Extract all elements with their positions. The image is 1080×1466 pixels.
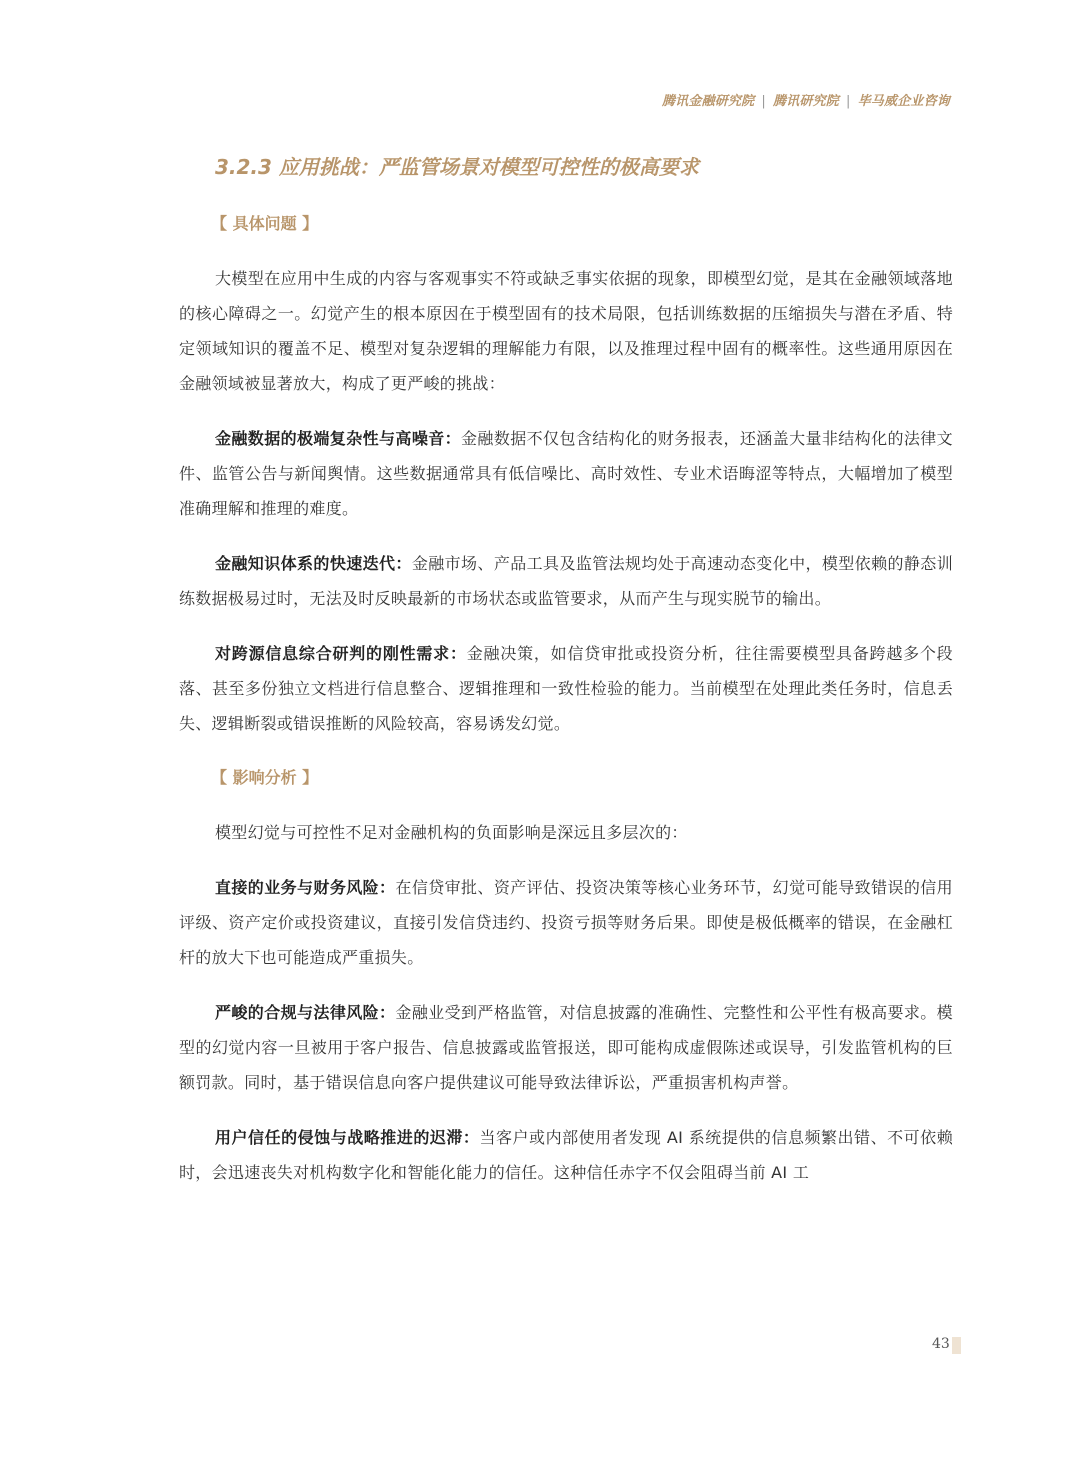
impact-item-text: 在信贷审批、资产评估、投资决策等核心业务环节，幻觉可能导致错误的信用评级、资产定价或投资建议，直接引发信贷违约、投资亏损等财务后果。即使是极低概率的错误，在金融杠杆的放大下也可能造成严重损失。 <box>179 878 953 967</box>
impact-item-title: 直接的业务与财务风险： <box>215 878 396 897</box>
header-separator: | <box>846 94 851 109</box>
header-separator: | <box>761 94 766 109</box>
impact-item-title: 严峻的合规与法律风险： <box>215 1003 396 1022</box>
impact-item-business-risk <box>179 870 953 975</box>
header-org-tencent-research: 腾讯研究院 <box>772 94 839 109</box>
page-body <box>179 208 953 1190</box>
impact-item-trust-erosion <box>179 1120 953 1190</box>
section-title: 3.2.3 应用挑战：严监管场景对模型可控性的极高要求 <box>215 155 699 179</box>
problem-item-cross-source <box>179 636 953 741</box>
impact-item-compliance-risk <box>179 995 953 1100</box>
problem-item-text: 金融市场、产品工具及监管法规均处于高速动态变化中，模型依赖的静态训练数据极易过时，无法及时反映最新的市场状态或监管要求，从而产生与现实脱节的输出。 <box>179 554 953 608</box>
header-org-tencent-finance: 腾讯金融研究院 <box>661 94 755 109</box>
subheading-problems: 【 具体问题 】 <box>211 214 319 233</box>
problem-item-text: 金融决策，如信贷审批或投资分析，往往需要模型具备跨越多个段落、甚至多份独立文档进行信息整合、逻辑推理和一致性检验的能力。当前模型在处理此类任务时，信息丢失、逻辑断裂或错误推断的风险较高，容易诱发幻觉。 <box>179 644 953 733</box>
subheading-impact: 【 影响分析 】 <box>211 768 319 787</box>
header-org-kpmg: 毕马威企业咨询 <box>857 94 950 109</box>
impact-intro-paragraph: 模型幻觉与可控性不足对金融机构的负面影响是深远且多层次的： <box>215 823 688 842</box>
impact-item-title: 用户信任的侵蚀与战略推进的迟滞： <box>215 1128 480 1147</box>
page-number-tab <box>952 1337 961 1354</box>
problem-item-title: 金融数据的极端复杂性与高噪音： <box>215 429 462 448</box>
problem-item-title: 对跨源信息综合研判的刚性需求： <box>215 644 467 663</box>
page-header <box>662 90 950 109</box>
problem-item-title: 金融知识体系的快速迭代： <box>215 554 412 573</box>
problem-item-knowledge-iteration <box>179 546 953 616</box>
problems-intro-paragraph: 大模型在应用中生成的内容与客观事实不符或缺乏事实依据的现象，即模型幻觉，是其在金融领域落地的核心障碍之一。幻觉产生的根本原因在于模型固有的技术局限，包括训练数据的压缩损失与潜在矛盾、特定领域知识的覆盖不足、模型对复杂逻辑的理解能力有限，以及推理过程中固有的概率性。这些通用原因在金融领域被显著放大，构成了更严峻的挑战： <box>179 269 953 393</box>
page-number: 43 <box>932 1336 950 1352</box>
impact-item-text: 金融业受到严格监管，对信息披露的准确性、完整性和公平性有极高要求。模型的幻觉内容一旦被用于客户报告、信息披露或监管报送，即可能构成虚假陈述或误导，引发监管机构的巨额罚款。同时，基于错误信息向客户提供建议可能导致法律诉讼，严重损害机构声誉。 <box>179 1003 953 1092</box>
problem-item-data-complexity <box>179 421 953 526</box>
problem-item-text: 金融数据不仅包含结构化的财务报表，还涵盖大量非结构化的法律文件、监管公告与新闻舆情。这些数据通常具有低信噪比、高时效性、专业术语晦涩等特点，大幅增加了模型准确理解和推理的难度。 <box>179 429 953 518</box>
impact-item-text: 当客户或内部使用者发现 AI 系统提供的信息频繁出错、不可依赖时，会迅速丧失对机构数字化和智能化能力的信任。这种信任赤字不仅会阻碍当前 AI 工 <box>179 1128 953 1182</box>
